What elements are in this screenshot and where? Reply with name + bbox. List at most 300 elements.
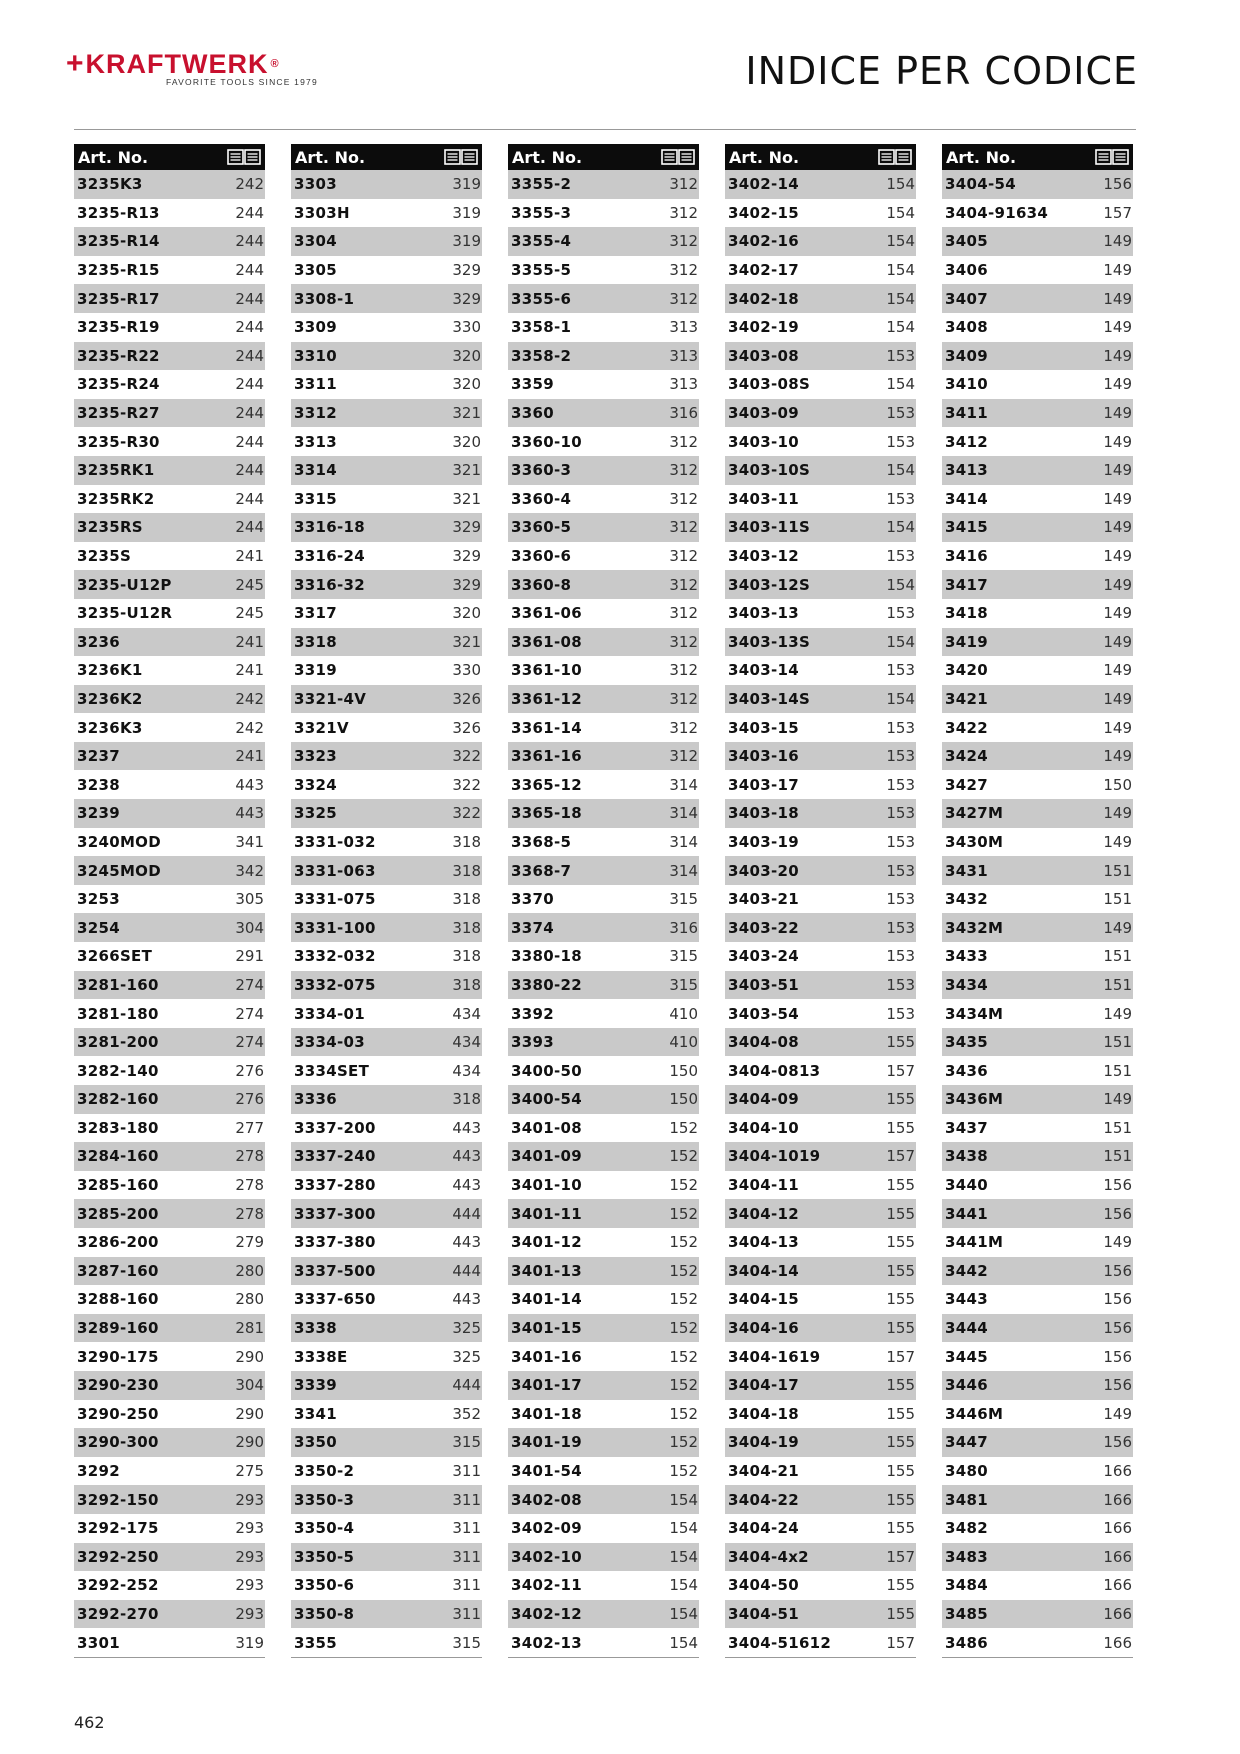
article-number: 3407 bbox=[945, 289, 988, 308]
table-row bbox=[291, 1428, 482, 1457]
article-number: 3235-R24 bbox=[77, 375, 160, 394]
table-row bbox=[291, 1028, 482, 1057]
catalog-page: 305 bbox=[235, 890, 264, 909]
article-number: 3402-10 bbox=[511, 1547, 582, 1566]
table-row bbox=[291, 1314, 482, 1343]
article-number: 3360-5 bbox=[511, 518, 572, 537]
catalog-page: 156 bbox=[1103, 175, 1132, 194]
article-number: 3403-21 bbox=[728, 890, 799, 909]
article-number: 3427M bbox=[945, 804, 1004, 823]
article-number: 3410 bbox=[945, 375, 988, 394]
catalog-page: 156 bbox=[1103, 1261, 1132, 1280]
column-header bbox=[291, 144, 482, 170]
catalog-page: 443 bbox=[452, 1147, 481, 1166]
catalog-page: 155 bbox=[886, 1404, 915, 1423]
table-row bbox=[74, 942, 265, 971]
article-number: 3235-R17 bbox=[77, 289, 160, 308]
catalog-page: 312 bbox=[669, 604, 698, 623]
table-row bbox=[74, 1228, 265, 1257]
catalog-page: 155 bbox=[886, 1290, 915, 1309]
article-number: 3237 bbox=[77, 747, 120, 766]
table-row bbox=[942, 1114, 1133, 1143]
table-row bbox=[725, 1142, 916, 1171]
registered-icon: ® bbox=[270, 58, 280, 70]
article-number: 3440 bbox=[945, 1176, 988, 1195]
table-row bbox=[725, 1428, 916, 1457]
article-number: 3350-3 bbox=[294, 1490, 355, 1509]
catalog-page: 330 bbox=[452, 661, 481, 680]
table-row bbox=[942, 542, 1133, 571]
article-number: 3337-300 bbox=[294, 1204, 376, 1223]
catalog-page: 315 bbox=[452, 1433, 481, 1452]
catalog-page: 149 bbox=[1103, 575, 1132, 594]
table-row bbox=[74, 542, 265, 571]
catalog-page: 322 bbox=[452, 775, 481, 794]
catalog-page: 312 bbox=[669, 461, 698, 480]
article-number: 3432M bbox=[945, 918, 1004, 937]
table-row bbox=[74, 628, 265, 657]
table-row bbox=[942, 1371, 1133, 1400]
article-number: 3437 bbox=[945, 1118, 988, 1137]
table-row bbox=[291, 1199, 482, 1228]
catalog-page: 280 bbox=[235, 1261, 264, 1280]
article-number: 3404-17 bbox=[728, 1376, 799, 1395]
article-number: 3446 bbox=[945, 1376, 988, 1395]
catalog-page: 315 bbox=[669, 975, 698, 994]
article-number: 3482 bbox=[945, 1519, 988, 1538]
article-number: 3403-14S bbox=[728, 689, 811, 708]
table-row bbox=[942, 399, 1133, 428]
catalog-page: 290 bbox=[235, 1347, 264, 1366]
table-row bbox=[291, 742, 482, 771]
article-number: 3421 bbox=[945, 689, 988, 708]
catalog-page: 154 bbox=[886, 689, 915, 708]
catalog-page: 155 bbox=[886, 1033, 915, 1052]
catalog-page: 166 bbox=[1103, 1576, 1132, 1595]
article-number: 3403-24 bbox=[728, 947, 799, 966]
catalog-page: 150 bbox=[669, 1090, 698, 1109]
column-header-label: Art. No. bbox=[729, 147, 800, 167]
column-header bbox=[74, 144, 265, 170]
kraftwerk-logo bbox=[66, 47, 326, 87]
catalog-page: 152 bbox=[669, 1233, 698, 1252]
catalog-page: 149 bbox=[1103, 632, 1132, 651]
table-row bbox=[942, 1085, 1133, 1114]
catalog-page: 242 bbox=[235, 175, 264, 194]
table-row bbox=[291, 1400, 482, 1429]
catalog-page: 312 bbox=[669, 689, 698, 708]
table-row bbox=[74, 1514, 265, 1543]
table-row bbox=[725, 1199, 916, 1228]
article-number: 3337-280 bbox=[294, 1176, 376, 1195]
article-number: 3365-18 bbox=[511, 804, 582, 823]
catalog-page: 314 bbox=[669, 804, 698, 823]
catalog-page: 311 bbox=[452, 1576, 481, 1595]
catalog-page: 149 bbox=[1103, 318, 1132, 337]
catalog-page: 153 bbox=[886, 1004, 915, 1023]
article-number: 3402-17 bbox=[728, 261, 799, 280]
table-row bbox=[74, 284, 265, 313]
article-number: 3403-15 bbox=[728, 718, 799, 737]
table-row bbox=[942, 685, 1133, 714]
table-row bbox=[942, 456, 1133, 485]
catalog-page: 312 bbox=[669, 203, 698, 222]
table-row bbox=[725, 542, 916, 571]
article-number: 3442 bbox=[945, 1261, 988, 1280]
table-row bbox=[725, 342, 916, 371]
article-number: 3419 bbox=[945, 632, 988, 651]
catalog-page: 318 bbox=[452, 861, 481, 880]
article-number: 3236K1 bbox=[77, 661, 143, 680]
catalog-page: 166 bbox=[1103, 1604, 1132, 1623]
book-icon bbox=[661, 149, 695, 165]
table-row bbox=[508, 913, 699, 942]
table-row bbox=[291, 828, 482, 857]
catalog-page: 322 bbox=[452, 804, 481, 823]
article-number: 3403-12S bbox=[728, 575, 811, 594]
catalog-page: 153 bbox=[886, 918, 915, 937]
table-row bbox=[291, 542, 482, 571]
table-row bbox=[291, 1257, 482, 1286]
article-number: 3303 bbox=[294, 175, 337, 194]
catalog-page: 149 bbox=[1103, 261, 1132, 280]
table-row bbox=[508, 742, 699, 771]
catalog-page: 153 bbox=[886, 489, 915, 508]
article-number: 3403-51 bbox=[728, 975, 799, 994]
article-number: 3403-22 bbox=[728, 918, 799, 937]
table-row bbox=[725, 999, 916, 1028]
article-number: 3325 bbox=[294, 804, 337, 823]
article-number: 3337-380 bbox=[294, 1233, 376, 1252]
table-row bbox=[725, 1257, 916, 1286]
table-row bbox=[508, 1314, 699, 1343]
table-row bbox=[291, 656, 482, 685]
catalog-page: 244 bbox=[235, 375, 264, 394]
article-number: 3360-6 bbox=[511, 547, 572, 566]
catalog-page: 153 bbox=[886, 718, 915, 737]
catalog-page: 149 bbox=[1103, 1004, 1132, 1023]
catalog-page: 245 bbox=[235, 604, 264, 623]
table-row bbox=[291, 1457, 482, 1486]
catalog-page: 244 bbox=[235, 489, 264, 508]
catalog-page: 311 bbox=[452, 1547, 481, 1566]
table-row bbox=[74, 971, 265, 1000]
article-number: 3401-11 bbox=[511, 1204, 582, 1223]
catalog-page: 274 bbox=[235, 1004, 264, 1023]
article-number: 3312 bbox=[294, 404, 337, 423]
table-row bbox=[942, 1314, 1133, 1343]
article-number: 3403-10 bbox=[728, 432, 799, 451]
catalog-page: 322 bbox=[452, 747, 481, 766]
table-row bbox=[508, 1485, 699, 1514]
table-row bbox=[291, 1628, 482, 1657]
catalog-page: 330 bbox=[452, 318, 481, 337]
catalog-page: 281 bbox=[235, 1319, 264, 1338]
table-row bbox=[74, 1457, 265, 1486]
column-bottom-rule bbox=[508, 1657, 699, 1658]
catalog-page: 410 bbox=[669, 1004, 698, 1023]
table-row bbox=[74, 342, 265, 371]
table-row bbox=[725, 313, 916, 342]
catalog-page: 166 bbox=[1103, 1519, 1132, 1538]
catalog-page: 434 bbox=[452, 1033, 481, 1052]
table-row bbox=[942, 628, 1133, 657]
table-row bbox=[942, 599, 1133, 628]
catalog-page: 149 bbox=[1103, 289, 1132, 308]
catalog-page: 290 bbox=[235, 1404, 264, 1423]
table-row bbox=[942, 971, 1133, 1000]
table-row bbox=[74, 1571, 265, 1600]
catalog-page: 325 bbox=[452, 1319, 481, 1338]
article-number: 3400-50 bbox=[511, 1061, 582, 1080]
table-row bbox=[942, 570, 1133, 599]
article-number: 3404-21 bbox=[728, 1462, 799, 1481]
catalog-page: 150 bbox=[1103, 775, 1132, 794]
table-row bbox=[291, 513, 482, 542]
article-number: 3380-18 bbox=[511, 947, 582, 966]
table-row bbox=[291, 942, 482, 971]
table-row bbox=[74, 370, 265, 399]
table-row bbox=[942, 713, 1133, 742]
catalog-page: 154 bbox=[886, 375, 915, 394]
table-row bbox=[74, 485, 265, 514]
article-number: 3313 bbox=[294, 432, 337, 451]
article-number: 3404-08 bbox=[728, 1033, 799, 1052]
article-number: 3235-R14 bbox=[77, 232, 160, 251]
table-row bbox=[508, 542, 699, 571]
article-number: 3331-032 bbox=[294, 832, 376, 851]
catalog-page: 149 bbox=[1103, 404, 1132, 423]
catalog-page: 318 bbox=[452, 947, 481, 966]
catalog-page: 152 bbox=[669, 1118, 698, 1137]
table-row bbox=[725, 1600, 916, 1629]
book-icon bbox=[878, 149, 912, 165]
article-number: 3436 bbox=[945, 1061, 988, 1080]
table-row bbox=[942, 1142, 1133, 1171]
article-number: 3404-0813 bbox=[728, 1061, 821, 1080]
article-number: 3402-18 bbox=[728, 289, 799, 308]
article-number: 3350-5 bbox=[294, 1547, 355, 1566]
article-number: 3360 bbox=[511, 404, 554, 423]
table-row bbox=[942, 313, 1133, 342]
table-row bbox=[291, 313, 482, 342]
book-icon bbox=[444, 149, 478, 165]
article-number: 3403-17 bbox=[728, 775, 799, 794]
catalog-page: 149 bbox=[1103, 718, 1132, 737]
table-row bbox=[291, 399, 482, 428]
catalog-page: 312 bbox=[669, 632, 698, 651]
catalog-page: 443 bbox=[452, 1176, 481, 1195]
table-row bbox=[942, 370, 1133, 399]
catalog-page: 155 bbox=[886, 1204, 915, 1223]
catalog-page: 149 bbox=[1103, 604, 1132, 623]
table-row bbox=[725, 256, 916, 285]
table-row bbox=[508, 799, 699, 828]
table-row bbox=[725, 1571, 916, 1600]
table-row bbox=[74, 427, 265, 456]
article-number: 3404-14 bbox=[728, 1261, 799, 1280]
book-icon bbox=[227, 149, 261, 165]
table-row bbox=[725, 1285, 916, 1314]
catalog-page: 278 bbox=[235, 1176, 264, 1195]
table-row bbox=[291, 1171, 482, 1200]
catalog-page: 434 bbox=[452, 1061, 481, 1080]
catalog-page: 312 bbox=[669, 489, 698, 508]
article-number: 3235-R22 bbox=[77, 346, 160, 365]
article-number: 3282-160 bbox=[77, 1090, 159, 1109]
table-row bbox=[508, 685, 699, 714]
table-row bbox=[291, 628, 482, 657]
article-number: 3236K2 bbox=[77, 689, 143, 708]
table-row bbox=[725, 1457, 916, 1486]
catalog-page: 293 bbox=[235, 1576, 264, 1595]
table-row bbox=[942, 1628, 1133, 1657]
article-number: 3316-24 bbox=[294, 547, 365, 566]
column-header-label: Art. No. bbox=[295, 147, 366, 167]
index-column bbox=[725, 144, 916, 1658]
table-row bbox=[74, 742, 265, 771]
article-number: 3235-R15 bbox=[77, 261, 160, 280]
article-number: 3412 bbox=[945, 432, 988, 451]
table-row bbox=[508, 513, 699, 542]
catalog-page: 155 bbox=[886, 1462, 915, 1481]
catalog-page: 244 bbox=[235, 404, 264, 423]
article-number: 3292-270 bbox=[77, 1604, 159, 1623]
catalog-page: 155 bbox=[886, 1090, 915, 1109]
table-row bbox=[291, 856, 482, 885]
article-number: 3486 bbox=[945, 1633, 988, 1652]
table-row bbox=[291, 1285, 482, 1314]
catalog-page: 244 bbox=[235, 461, 264, 480]
article-number: 3368-5 bbox=[511, 832, 572, 851]
article-number: 3282-140 bbox=[77, 1061, 159, 1080]
catalog-page: 152 bbox=[669, 1176, 698, 1195]
table-row bbox=[508, 999, 699, 1028]
table-row bbox=[74, 1056, 265, 1085]
table-row bbox=[508, 1085, 699, 1114]
article-number: 3446M bbox=[945, 1404, 1004, 1423]
catalog-page: 315 bbox=[669, 947, 698, 966]
table-row bbox=[74, 399, 265, 428]
table-row bbox=[508, 1342, 699, 1371]
catalog-page: 153 bbox=[886, 947, 915, 966]
catalog-page: 312 bbox=[669, 175, 698, 194]
table-row bbox=[291, 1514, 482, 1543]
catalog-page: 329 bbox=[452, 547, 481, 566]
table-row bbox=[725, 170, 916, 199]
catalog-page: 151 bbox=[1103, 947, 1132, 966]
catalog-page: 444 bbox=[452, 1204, 481, 1223]
table-row bbox=[291, 713, 482, 742]
catalog-page: 325 bbox=[452, 1347, 481, 1366]
catalog-page: 315 bbox=[669, 890, 698, 909]
article-number: 3404-1019 bbox=[728, 1147, 821, 1166]
catalog-page: 156 bbox=[1103, 1376, 1132, 1395]
article-number: 3355-6 bbox=[511, 289, 572, 308]
article-number: 3404-54 bbox=[945, 175, 1016, 194]
catalog-page: 155 bbox=[886, 1490, 915, 1509]
catalog-page: 274 bbox=[235, 1033, 264, 1052]
table-row bbox=[942, 284, 1133, 313]
catalog-page: 319 bbox=[452, 203, 481, 222]
catalog-page: 312 bbox=[669, 575, 698, 594]
table-row bbox=[74, 513, 265, 542]
catalog-page: 157 bbox=[886, 1633, 915, 1652]
table-row bbox=[725, 1228, 916, 1257]
index-column bbox=[74, 144, 265, 1658]
catalog-page: 276 bbox=[235, 1090, 264, 1109]
table-row bbox=[508, 570, 699, 599]
article-number: 3317 bbox=[294, 604, 337, 623]
catalog-page: 244 bbox=[235, 346, 264, 365]
column-header bbox=[942, 144, 1133, 170]
catalog-page: 153 bbox=[886, 975, 915, 994]
table-row bbox=[508, 1543, 699, 1572]
article-number: 3284-160 bbox=[77, 1147, 159, 1166]
article-number: 3404-24 bbox=[728, 1519, 799, 1538]
catalog-page: 152 bbox=[669, 1147, 698, 1166]
article-number: 3481 bbox=[945, 1490, 988, 1509]
article-number: 3402-15 bbox=[728, 203, 799, 222]
catalog-page: 311 bbox=[452, 1604, 481, 1623]
catalog-page: 153 bbox=[886, 346, 915, 365]
catalog-page: 341 bbox=[235, 832, 264, 851]
catalog-page: 242 bbox=[235, 718, 264, 737]
table-row bbox=[74, 313, 265, 342]
catalog-page: 318 bbox=[452, 832, 481, 851]
article-number: 3403-11 bbox=[728, 489, 799, 508]
table-row bbox=[942, 485, 1133, 514]
table-row bbox=[508, 1056, 699, 1085]
table-row bbox=[74, 170, 265, 199]
article-number: 3321-4V bbox=[294, 689, 367, 708]
catalog-page: 153 bbox=[886, 547, 915, 566]
article-number: 3290-230 bbox=[77, 1376, 159, 1395]
catalog-page: 155 bbox=[886, 1576, 915, 1595]
catalog-page: 312 bbox=[669, 661, 698, 680]
table-row bbox=[725, 427, 916, 456]
table-row bbox=[291, 685, 482, 714]
table-row bbox=[291, 999, 482, 1028]
table-row bbox=[725, 913, 916, 942]
article-number: 3436M bbox=[945, 1090, 1004, 1109]
catalog-page: 149 bbox=[1103, 1233, 1132, 1252]
catalog-page: 149 bbox=[1103, 518, 1132, 537]
table-row bbox=[291, 284, 482, 313]
table-row bbox=[942, 999, 1133, 1028]
catalog-page: 326 bbox=[452, 718, 481, 737]
article-number: 3404-91634 bbox=[945, 203, 1049, 222]
table-row bbox=[291, 170, 482, 199]
catalog-page: 277 bbox=[235, 1118, 264, 1137]
table-row bbox=[942, 1600, 1133, 1629]
article-number: 3433 bbox=[945, 947, 988, 966]
table-row bbox=[725, 971, 916, 1000]
catalog-page: 154 bbox=[886, 575, 915, 594]
article-number: 3334SET bbox=[294, 1061, 370, 1080]
catalog-page: 154 bbox=[886, 632, 915, 651]
table-row bbox=[725, 742, 916, 771]
catalog-page: 304 bbox=[235, 918, 264, 937]
catalog-page: 152 bbox=[669, 1204, 698, 1223]
table-row bbox=[725, 1114, 916, 1143]
article-number: 3414 bbox=[945, 489, 988, 508]
page-number: 462 bbox=[74, 1713, 105, 1732]
article-number: 3290-250 bbox=[77, 1404, 159, 1423]
table-row bbox=[74, 999, 265, 1028]
article-number: 3401-14 bbox=[511, 1290, 582, 1309]
catalog-page: 156 bbox=[1103, 1319, 1132, 1338]
